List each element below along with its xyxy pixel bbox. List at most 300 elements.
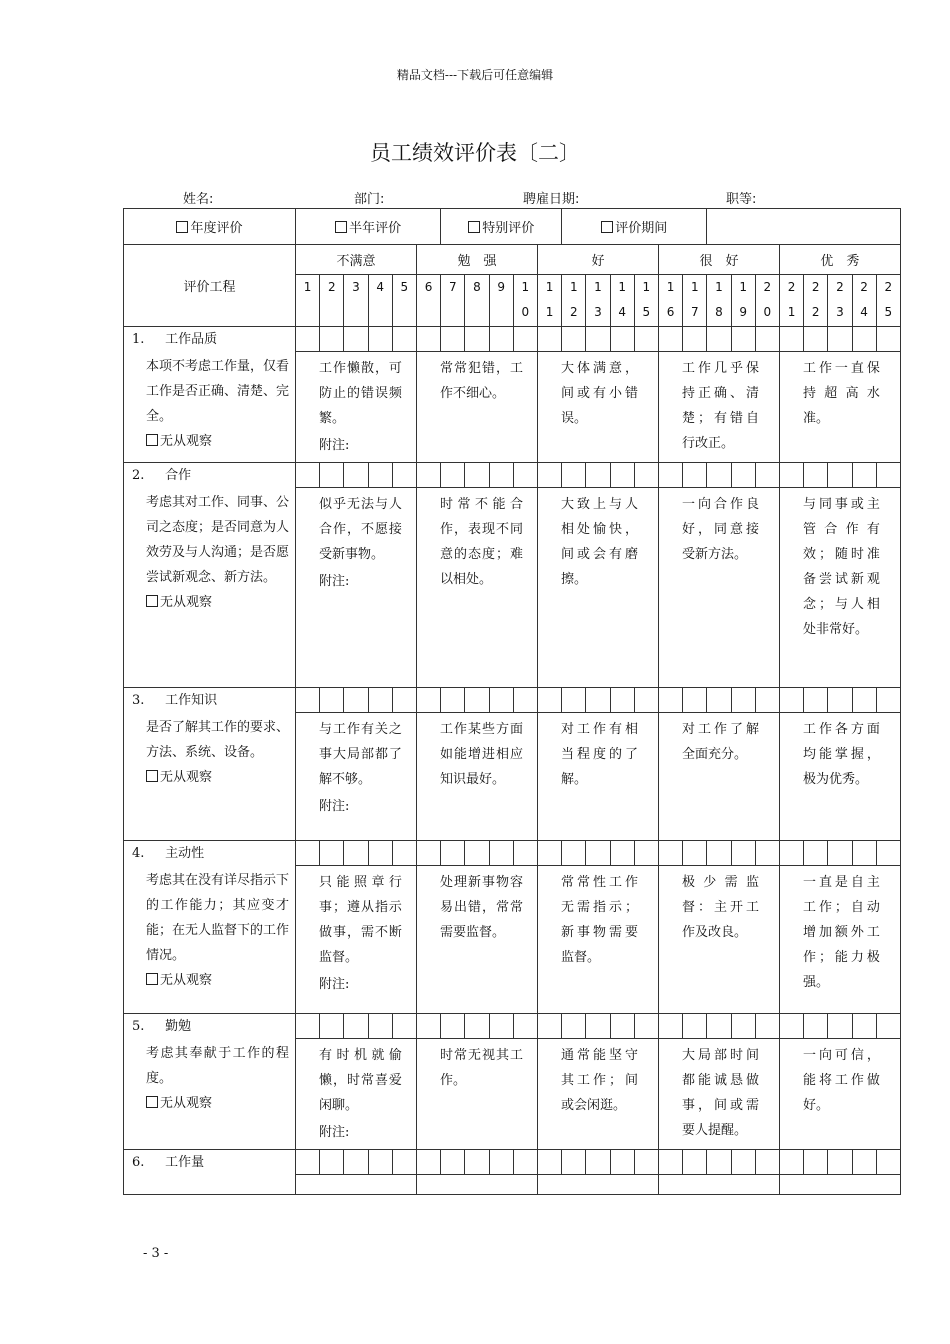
score-box[interactable] xyxy=(586,841,610,866)
score-box[interactable] xyxy=(344,327,368,352)
score-box[interactable] xyxy=(586,463,610,488)
level-description: 有时机就偷懒，时常喜爱闲聊。 xyxy=(319,1048,402,1113)
eval-type-checkbox[interactable] xyxy=(124,209,296,245)
score-box[interactable] xyxy=(465,688,489,713)
score-box[interactable] xyxy=(537,327,561,352)
score-box[interactable] xyxy=(368,463,392,488)
score-box[interactable] xyxy=(562,688,586,713)
level-description: 似乎无法与人合作，不愿接受新事物。 xyxy=(319,497,402,562)
score-box[interactable] xyxy=(731,1150,755,1175)
score-box[interactable] xyxy=(828,1150,852,1175)
score-box[interactable] xyxy=(658,463,682,488)
score-box[interactable] xyxy=(804,841,828,866)
grade-level-cell xyxy=(416,488,537,688)
level-description: 对工作了解全面充分。 xyxy=(681,722,759,762)
score-box[interactable] xyxy=(779,841,803,866)
score-box[interactable] xyxy=(489,1150,513,1175)
grade-level-cell xyxy=(779,352,900,463)
score-box[interactable] xyxy=(707,1150,731,1175)
score-box[interactable] xyxy=(876,841,900,866)
score-box[interactable] xyxy=(465,1150,489,1175)
score-box[interactable] xyxy=(852,463,876,488)
score-box[interactable] xyxy=(537,1014,561,1039)
score-box[interactable] xyxy=(441,688,465,713)
score-digit: 5 xyxy=(642,305,651,319)
level-description: 工作几乎保持正确、清楚；有错自行改正。 xyxy=(681,361,759,451)
score-digit: 7 xyxy=(690,305,699,319)
score-digit: 2 xyxy=(763,280,772,294)
score-digit: 1 xyxy=(739,280,747,294)
score-box[interactable] xyxy=(755,688,779,713)
no-observe-checkbox[interactable] xyxy=(132,968,289,993)
checkbox-icon xyxy=(335,221,347,233)
grade-header: 不满意 xyxy=(296,245,417,275)
score-box[interactable] xyxy=(634,688,658,713)
score-digit: 5 xyxy=(884,305,893,319)
grade-level-cell xyxy=(537,352,658,463)
score-box[interactable] xyxy=(779,1150,803,1175)
grade-level-cell xyxy=(296,1039,417,1150)
score-box[interactable] xyxy=(513,327,537,352)
score-box[interactable] xyxy=(416,1150,440,1175)
score-number xyxy=(852,275,876,327)
checkbox-icon xyxy=(176,221,188,233)
score-box[interactable] xyxy=(779,688,803,713)
score-digit: 1 xyxy=(594,280,602,294)
grade-level-cell xyxy=(537,488,658,688)
score-box[interactable] xyxy=(779,463,803,488)
checkbox-icon xyxy=(146,770,158,782)
score-box[interactable] xyxy=(610,688,634,713)
score-box[interactable] xyxy=(755,1150,779,1175)
criterion-cell xyxy=(124,327,296,463)
score-digit: 3 xyxy=(836,305,844,319)
score-box[interactable] xyxy=(489,327,513,352)
score-box[interactable] xyxy=(416,1014,440,1039)
score-box[interactable] xyxy=(828,688,852,713)
score-box[interactable] xyxy=(296,1150,320,1175)
score-digit: 2 xyxy=(569,305,578,319)
score-number xyxy=(707,275,731,327)
score-box[interactable] xyxy=(779,327,803,352)
score-number xyxy=(876,275,900,327)
dept-label: 部门: xyxy=(354,192,385,207)
eval-type-checkbox[interactable] xyxy=(562,209,707,245)
score-box[interactable] xyxy=(658,327,682,352)
criterion-description: 本项不考虑工作量，仅看工作是否正确、清楚、完全。 xyxy=(146,359,290,424)
grade-level-cell xyxy=(779,713,900,841)
eval-type-checkbox[interactable] xyxy=(441,209,562,245)
score-box[interactable] xyxy=(513,1150,537,1175)
score-box[interactable] xyxy=(586,1150,610,1175)
criterion-number: 4. xyxy=(132,846,145,861)
position-label: 职等: xyxy=(726,192,757,207)
grade-level-cell xyxy=(537,1175,658,1195)
level-description: 处理新事物容易出错，常常需要监督。 xyxy=(439,875,523,940)
score-box[interactable] xyxy=(562,841,586,866)
score-number xyxy=(320,275,344,327)
score-number xyxy=(416,275,440,327)
score-box[interactable] xyxy=(683,327,707,352)
score-box[interactable] xyxy=(344,841,368,866)
score-box[interactable] xyxy=(852,327,876,352)
score-box[interactable] xyxy=(320,1014,344,1039)
score-box[interactable] xyxy=(876,327,900,352)
score-number xyxy=(658,275,682,327)
score-box[interactable] xyxy=(320,688,344,713)
score-box[interactable] xyxy=(586,1014,610,1039)
score-digit: 4 xyxy=(376,280,384,294)
grade-level-cell xyxy=(416,1175,537,1195)
score-box[interactable] xyxy=(779,1014,803,1039)
checkbox-icon xyxy=(146,1096,158,1108)
no-observe-label: 无从观察 xyxy=(160,1096,213,1111)
eval-type-label: 半年评价 xyxy=(349,221,402,236)
score-box[interactable] xyxy=(344,688,368,713)
score-box[interactable] xyxy=(755,841,779,866)
score-box[interactable] xyxy=(828,463,852,488)
score-box[interactable] xyxy=(876,688,900,713)
name-label: 姓名: xyxy=(183,192,214,207)
level-description: 与同事或主管合作有效；随时准备尝试新观念；与人相处非常好。 xyxy=(802,497,880,637)
score-box[interactable] xyxy=(852,1150,876,1175)
criterion-name: 主动性 xyxy=(165,846,205,861)
score-box[interactable] xyxy=(731,327,755,352)
criterion-cell xyxy=(124,463,296,688)
grade-header: 勉 强 xyxy=(416,245,537,275)
score-number xyxy=(779,275,803,327)
score-box[interactable] xyxy=(344,1014,368,1039)
grade-level-cell xyxy=(779,1039,900,1150)
score-box[interactable] xyxy=(610,1014,634,1039)
score-box[interactable] xyxy=(392,688,416,713)
score-box[interactable] xyxy=(465,327,489,352)
score-box[interactable] xyxy=(610,1150,634,1175)
score-digit: 1 xyxy=(715,280,723,294)
score-box[interactable] xyxy=(876,1150,900,1175)
score-digit: 2 xyxy=(787,280,796,294)
score-box[interactable] xyxy=(344,463,368,488)
score-box[interactable] xyxy=(852,841,876,866)
score-box[interactable] xyxy=(804,463,828,488)
score-box[interactable] xyxy=(392,463,416,488)
score-digit: 1 xyxy=(787,305,796,319)
score-box[interactable] xyxy=(731,688,755,713)
score-number xyxy=(513,275,537,327)
score-number xyxy=(296,275,320,327)
level-description: 对工作有相当程度的了解。 xyxy=(560,722,638,787)
score-number xyxy=(392,275,416,327)
score-box[interactable] xyxy=(441,841,465,866)
score-box[interactable] xyxy=(441,327,465,352)
score-digit: 2 xyxy=(884,280,893,294)
score-box[interactable] xyxy=(344,1150,368,1175)
score-box[interactable] xyxy=(876,463,900,488)
score-box[interactable] xyxy=(683,1150,707,1175)
no-observe-checkbox[interactable] xyxy=(132,429,289,454)
score-box[interactable] xyxy=(513,841,537,866)
level-description: 通常能坚守其工作；间或会闲逛。 xyxy=(560,1048,638,1113)
score-digit: 4 xyxy=(618,305,626,319)
score-box[interactable] xyxy=(755,463,779,488)
score-box[interactable] xyxy=(537,463,561,488)
score-box[interactable] xyxy=(296,688,320,713)
score-box[interactable] xyxy=(610,463,634,488)
page-number: - 3 - xyxy=(143,1246,169,1261)
score-box[interactable] xyxy=(755,1014,779,1039)
score-box[interactable] xyxy=(634,841,658,866)
score-number xyxy=(731,275,755,327)
score-box[interactable] xyxy=(296,1014,320,1039)
score-box[interactable] xyxy=(513,688,537,713)
no-observe-label: 无从观察 xyxy=(160,434,213,449)
score-number xyxy=(465,275,489,327)
criterion-number: 5. xyxy=(132,1019,145,1034)
score-number xyxy=(634,275,658,327)
no-observe-label: 无从观察 xyxy=(160,973,213,988)
score-box[interactable] xyxy=(489,1014,513,1039)
level-description: 只能照章行事；遵从指示做事，需不断监督。 xyxy=(319,875,402,965)
criterion-number: 1. xyxy=(132,332,145,347)
level-description: 工作懒散，可防止的错误频繁。 xyxy=(319,361,402,426)
score-box[interactable] xyxy=(537,688,561,713)
grade-header: 很 好 xyxy=(658,245,779,275)
score-box[interactable] xyxy=(489,463,513,488)
score-box[interactable] xyxy=(416,841,440,866)
score-box[interactable] xyxy=(658,1014,682,1039)
checkbox-icon xyxy=(146,595,158,607)
no-observe-checkbox[interactable] xyxy=(132,1091,289,1116)
score-box[interactable] xyxy=(296,463,320,488)
eval-type-checkbox[interactable] xyxy=(296,209,441,245)
score-number xyxy=(828,275,852,327)
score-box[interactable] xyxy=(683,841,707,866)
score-box[interactable] xyxy=(320,327,344,352)
level-description: 常常性工作无需指示；新事物需要监督。 xyxy=(560,875,638,965)
score-box[interactable] xyxy=(804,1014,828,1039)
score-box[interactable] xyxy=(586,688,610,713)
score-box[interactable] xyxy=(707,327,731,352)
score-box[interactable] xyxy=(441,1150,465,1175)
score-number xyxy=(537,275,561,327)
level-description: 时常不能合作，表现不同意的态度；难以相处。 xyxy=(439,497,523,587)
no-observe-checkbox[interactable] xyxy=(132,765,289,790)
score-box[interactable] xyxy=(465,1014,489,1039)
score-number xyxy=(804,275,828,327)
score-box[interactable] xyxy=(731,841,755,866)
score-box[interactable] xyxy=(392,327,416,352)
score-box[interactable] xyxy=(683,688,707,713)
level-description: 大致上与人相处愉快，间或会有磨擦。 xyxy=(560,497,638,587)
score-digit: 1 xyxy=(521,280,530,294)
score-box[interactable] xyxy=(368,841,392,866)
score-box[interactable] xyxy=(634,327,658,352)
score-box[interactable] xyxy=(562,1014,586,1039)
score-digit: 8 xyxy=(715,305,723,319)
score-box[interactable] xyxy=(610,327,634,352)
score-box[interactable] xyxy=(586,327,610,352)
score-digit: 7 xyxy=(448,280,457,294)
checkbox-icon xyxy=(146,973,158,985)
level-description: 大体满意，间或有小错误。 xyxy=(560,361,638,426)
grade-level-cell xyxy=(779,866,900,1014)
score-box[interactable] xyxy=(392,1150,416,1175)
score-box[interactable] xyxy=(489,841,513,866)
eval-item-header: 评价工程 xyxy=(124,245,296,327)
criterion-name: 工作品质 xyxy=(165,332,218,347)
score-box[interactable] xyxy=(610,841,634,866)
score-box[interactable] xyxy=(513,1014,537,1039)
score-box[interactable] xyxy=(416,463,440,488)
grade-level-cell xyxy=(658,713,779,841)
score-box[interactable] xyxy=(852,1014,876,1039)
score-box[interactable] xyxy=(465,841,489,866)
score-box[interactable] xyxy=(416,688,440,713)
score-box[interactable] xyxy=(828,327,852,352)
score-number xyxy=(610,275,634,327)
score-box[interactable] xyxy=(537,1150,561,1175)
grade-level-cell xyxy=(779,1175,900,1195)
score-digit: 4 xyxy=(860,305,868,319)
grade-level-cell xyxy=(658,1175,779,1195)
criterion-number: 6. xyxy=(132,1155,145,1170)
score-number xyxy=(441,275,465,327)
score-box[interactable] xyxy=(489,688,513,713)
score-box[interactable] xyxy=(707,841,731,866)
score-box[interactable] xyxy=(416,327,440,352)
criterion-number: 2. xyxy=(132,468,145,483)
grade-level-cell xyxy=(416,352,537,463)
score-digit: 0 xyxy=(521,305,530,319)
grade-level-cell xyxy=(658,866,779,1014)
grade-level-cell xyxy=(296,1175,417,1195)
score-box[interactable] xyxy=(707,688,731,713)
score-box[interactable] xyxy=(296,327,320,352)
grade-level-cell xyxy=(658,488,779,688)
grade-level-cell xyxy=(296,352,417,463)
score-box[interactable] xyxy=(392,1014,416,1039)
score-box[interactable] xyxy=(296,841,320,866)
grade-level-cell xyxy=(779,488,900,688)
score-digit: 9 xyxy=(497,280,505,294)
score-box[interactable] xyxy=(368,688,392,713)
score-box[interactable] xyxy=(368,327,392,352)
note-label: 附注: xyxy=(319,799,350,814)
score-box[interactable] xyxy=(513,463,537,488)
criterion-name: 工作知识 xyxy=(165,693,218,708)
grade-level-cell xyxy=(537,1039,658,1150)
score-number xyxy=(683,275,707,327)
criterion-description: 考虑其对工作、同事、公司之态度；是否同意为人效劳及与人沟通；是否愿尝试新观念、新方法。 xyxy=(146,495,290,585)
score-digit: 0 xyxy=(763,305,772,319)
level-description: 一直是自主工作；自动增加额外工作；能力极强。 xyxy=(802,875,880,990)
score-digit: 2 xyxy=(811,305,820,319)
grade-level-cell xyxy=(296,866,417,1014)
score-digit: 1 xyxy=(618,280,626,294)
score-number xyxy=(586,275,610,327)
score-box[interactable] xyxy=(562,463,586,488)
score-box[interactable] xyxy=(537,841,561,866)
score-box[interactable] xyxy=(828,1014,852,1039)
score-box[interactable] xyxy=(634,1150,658,1175)
score-digit: 9 xyxy=(739,305,747,319)
score-number xyxy=(344,275,368,327)
score-box[interactable] xyxy=(562,1150,586,1175)
score-box[interactable] xyxy=(828,841,852,866)
score-box[interactable] xyxy=(368,1014,392,1039)
score-box[interactable] xyxy=(465,463,489,488)
no-observe-checkbox[interactable] xyxy=(132,590,289,615)
criterion-name: 合作 xyxy=(165,468,192,483)
score-box[interactable] xyxy=(804,688,828,713)
score-digit: 2 xyxy=(860,280,868,294)
level-description: 极少需监督：主开工作及改良。 xyxy=(681,875,759,940)
eval-period-field[interactable] xyxy=(707,209,901,245)
no-observe-label: 无从观察 xyxy=(160,595,213,610)
grade-level-cell xyxy=(537,866,658,1014)
score-box[interactable] xyxy=(683,1014,707,1039)
no-observe-label: 无从观察 xyxy=(160,770,213,785)
score-box[interactable] xyxy=(392,841,416,866)
score-box[interactable] xyxy=(731,463,755,488)
score-box[interactable] xyxy=(755,327,779,352)
grade-level-cell xyxy=(416,866,537,1014)
score-box[interactable] xyxy=(876,1014,900,1039)
score-box[interactable] xyxy=(804,327,828,352)
level-description: 与工作有关之事大局部都了解不够。 xyxy=(319,722,402,787)
score-box[interactable] xyxy=(804,1150,828,1175)
score-number xyxy=(755,275,779,327)
grade-level-cell xyxy=(416,713,537,841)
score-box[interactable] xyxy=(368,1150,392,1175)
score-box[interactable] xyxy=(320,463,344,488)
score-box[interactable] xyxy=(441,463,465,488)
score-box[interactable] xyxy=(658,1150,682,1175)
criterion-description: 考虑其奉献于工作的程度。 xyxy=(146,1046,289,1086)
score-digit: 6 xyxy=(424,280,433,294)
level-description: 大局部时间都能诚恳做事，间或需要人提醒。 xyxy=(681,1048,759,1138)
score-box[interactable] xyxy=(320,841,344,866)
criterion-description: 考虑其在没有详尽指示下的工作能力；其应变才能；在无人监督下的工作情况。 xyxy=(146,873,290,963)
score-box[interactable] xyxy=(634,463,658,488)
score-digit: 1 xyxy=(303,280,312,294)
criterion-description: 是否了解其工作的要求、方法、系统、设备。 xyxy=(146,720,290,760)
score-box[interactable] xyxy=(658,688,682,713)
level-description: 工作某些方面如能增进相应知识最好。 xyxy=(439,722,523,787)
score-box[interactable] xyxy=(441,1014,465,1039)
score-box[interactable] xyxy=(683,463,707,488)
score-box[interactable] xyxy=(634,1014,658,1039)
criterion-cell xyxy=(124,1150,296,1195)
score-digit: 1 xyxy=(666,280,675,294)
score-box[interactable] xyxy=(562,327,586,352)
grade-level-cell xyxy=(658,352,779,463)
criterion-cell xyxy=(124,688,296,841)
grade-level-cell xyxy=(537,713,658,841)
score-box[interactable] xyxy=(731,1014,755,1039)
score-box[interactable] xyxy=(320,1150,344,1175)
score-box[interactable] xyxy=(707,463,731,488)
checkbox-icon xyxy=(601,221,613,233)
note-label: 附注: xyxy=(319,574,350,589)
eval-type-label: 年度评价 xyxy=(190,221,243,236)
score-box[interactable] xyxy=(658,841,682,866)
level-description: 工作一直保持超高水准。 xyxy=(802,361,880,426)
score-box[interactable] xyxy=(852,688,876,713)
score-digit: 5 xyxy=(400,280,409,294)
eval-type-label: 评价期间 xyxy=(615,221,668,236)
score-box[interactable] xyxy=(707,1014,731,1039)
